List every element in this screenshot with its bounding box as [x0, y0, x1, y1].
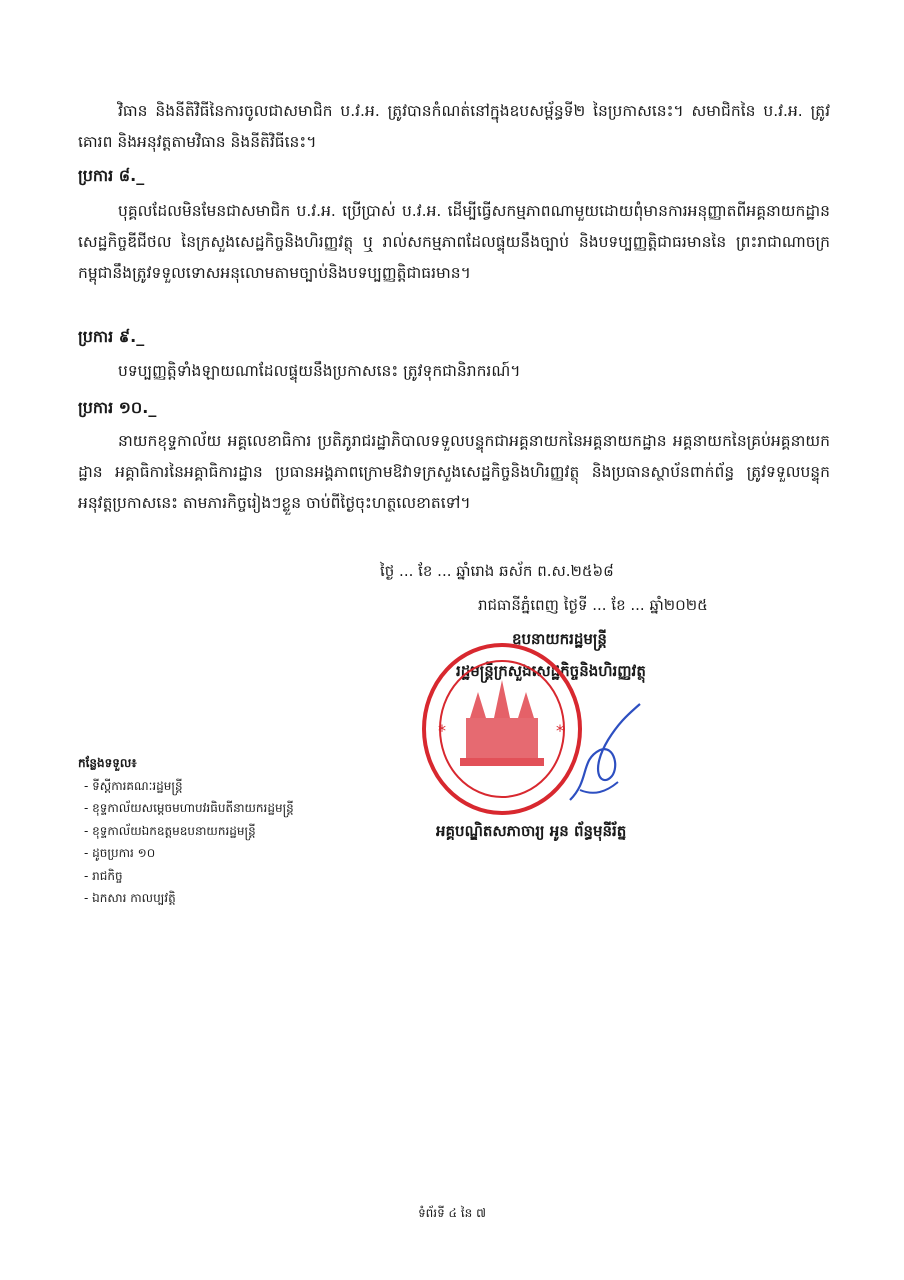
svg-text:*: * — [556, 721, 564, 740]
article-10-body: នាយកខុទ្ទកាល័យ អគ្គលេខាធិការ ប្រតិភូរាជរដ្ឋាភិបាលទទួលបន្ទុកជាអគ្គនាយកនៃអគ្គនាយកដ្ឋាន អគ្គនាយកនៃគ្រប់អគ្គនាយកដ្ឋាន អគ្គាធិការនៃអគ្គាធិការដ្ឋាន ប្រធានអង្គភាពក្រោមឱវាទក្រសួងសេដ្ឋកិច្ចនិងហិរញ្ញវត្ថុ និងប្រធានស្ថាប័នពាក់ព័ន្ធ ត្រូវទទួលបន្ទុកអនុវត្តប្រកាសនេះ តាមភារកិច្ចរៀងៗខ្លួន ចាប់ពីថ្ងៃចុះហត្ថលេខាតទៅ។ — [78, 432, 830, 512]
article-9-body: បទប្បញ្ញត្តិទាំងឡាយណាដែលផ្ទុយនឹងប្រកាសនេះ ត្រូវទុកជានិរាករណ៍។ — [118, 362, 521, 380]
signatory-name: អគ្គបណ្ឌិតសភាចារ្យ អូន ព័ន្ធមុនីរ័ត្ន — [436, 822, 627, 840]
place-date: រាជធានីភ្នំពេញ ថ្ងៃទី ... ខែ ... ឆ្នាំ២០២៥ — [478, 596, 708, 614]
recipients-block — [78, 752, 294, 910]
list-item: - ឯកសារ កាលប្បវត្តិ — [84, 891, 176, 905]
svg-text:*: * — [438, 721, 446, 740]
signature-mark-icon — [560, 700, 650, 810]
list-item: - ខុទ្ទកាល័យឯកឧត្តមឧបនាយករដ្ឋមន្ត្រី — [84, 823, 256, 838]
signatory-title-1: ឧបនាយករដ្ឋមន្ត្រី — [512, 630, 607, 648]
article-10-heading: ប្រការ ១០._ — [78, 398, 157, 417]
paragraph-rules: វិធាន និងនីតិវិធីនៃការចូលជាសមាជិក ប.វ.អ. ត្រូវបានកំណត់នៅក្នុងឧបសម្ព័ន្ធទី២ នៃប្រកាសនេះ។ សមាជិកនៃ ប.វ.អ. ត្រូវគោរព និងអនុវត្តតាមវិធាន និងនីតិវិធីនេះ។ — [78, 102, 830, 151]
list-item: - ទីស្តីការគណៈរដ្ឋមន្ត្រី — [84, 778, 183, 793]
list-item: - ខុទ្ទកាល័យសម្តេចមហាបវរធិបតីនាយករដ្ឋមន្ត្រី — [84, 801, 294, 815]
list-item: - រាជកិច្ច — [84, 868, 123, 883]
article-8-body: បុគ្គលដែលមិនមែនជាសមាជិក ប.វ.អ. ប្រើប្រាស់ ប.វ.អ. ដើម្បីធ្វើសកម្មភាពណាមួយដោយពុំមានការអនុញ្ញាតពីអគ្គនាយកដ្ឋានសេដ្ឋកិច្ចឌីជីថល នៃក្រសួងសេដ្ឋកិច្ចនិងហិរញ្ញវត្ថុ ឬ រាល់សកម្មភាពដែលផ្ទុយនឹងច្បាប់ និងបទប្បញ្ញត្តិជាធរមាននៃ ព្រះរាជាណាចក្រកម្ពុជានឹងត្រូវទទួលទោសអនុលោមតាមច្បាប់និងបទប្បញ្ញត្តិជាធរមាន។ — [78, 202, 830, 282]
recipients-list — [78, 775, 294, 910]
list-item: - ដូចប្រការ ១០ — [84, 846, 156, 860]
article-9-heading: ប្រការ ៩._ — [78, 327, 145, 346]
page-number: ទំព័រទី ៤ នៃ ៧ — [418, 1206, 486, 1220]
lunar-date: ថ្ងៃ ... ខែ ... ឆ្នាំរោង ឆស័ក ព.ស.២៥៦៨ — [380, 562, 614, 580]
signatory-title-2: រដ្ឋមន្ត្រីក្រសួងសេដ្ឋកិច្ចនិងហិរញ្ញវត្ថុ — [456, 662, 646, 680]
recipients-heading: កន្លែងទទួល៖ — [78, 756, 137, 770]
article-8-heading: ប្រការ ៨._ — [78, 166, 145, 185]
